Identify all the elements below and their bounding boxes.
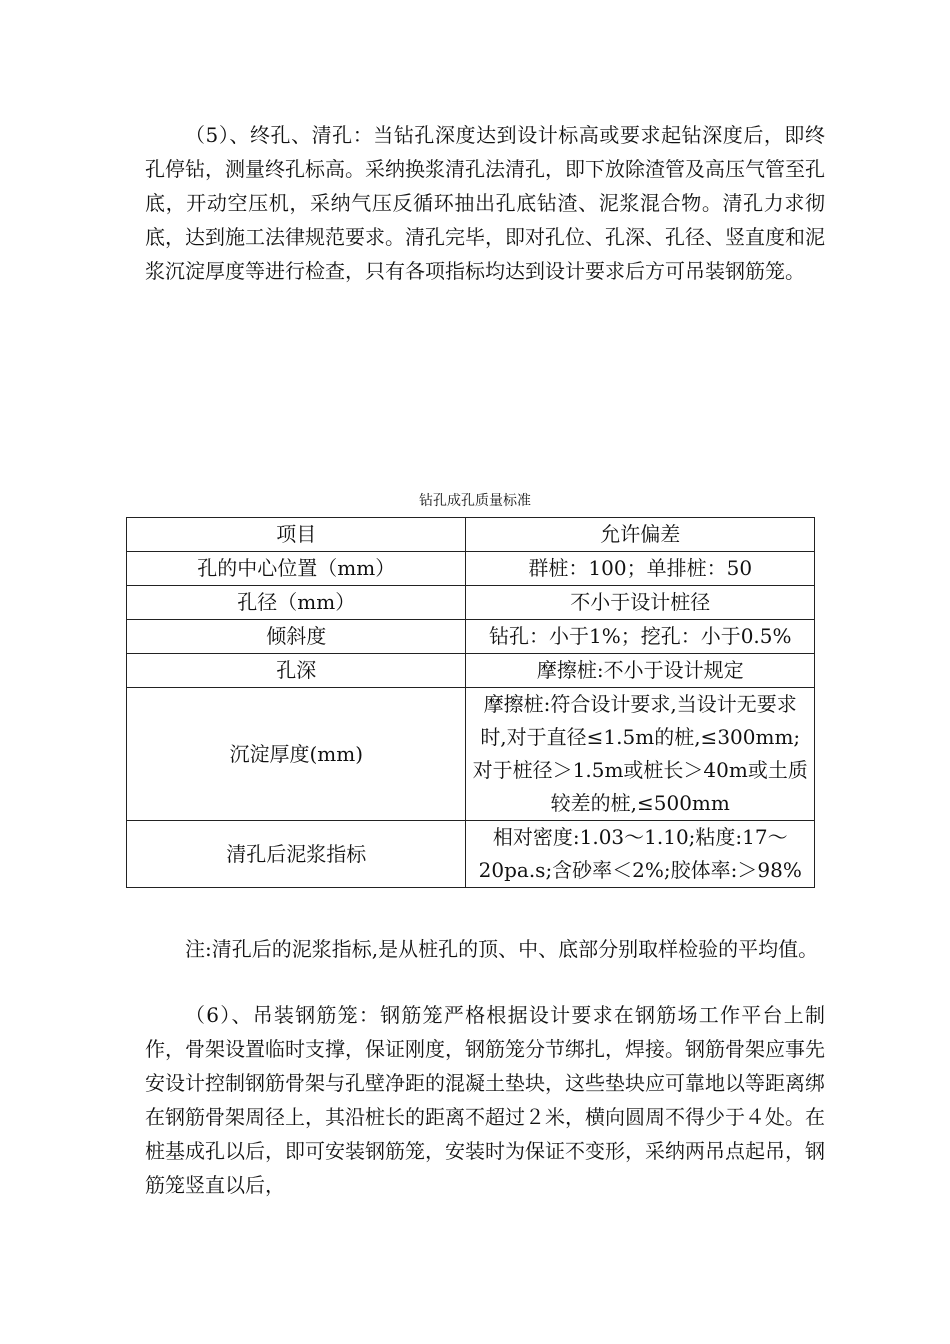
row-item: 孔的中心位置（mm） <box>127 552 466 586</box>
header-tolerance: 允许偏差 <box>466 518 815 552</box>
row-tolerance: 摩擦桩:不小于设计规定 <box>466 654 815 688</box>
paragraph-lifting-rebar-cage: （6）、吊装钢筋笼：钢筋笼严格根据设计要求在钢筋场工作平台上制作，骨架设置临时支撑，保证刚度，钢筋笼分节绑扎，焊接。钢筋骨架应事先安设计控制钢筋骨架与孔壁净距的混凝土垫块，这些垫块应可靠地以等距离绑在钢筋骨架周径上，其沿桩长的距离不超过２米，横向圆周不得少于４处。在桩基成孔以后，即可安装钢筋笼，安装时为保证不变形，采纳两吊点起吊，钢筋笼竖直以后， <box>145 1003 825 1197</box>
table-row <box>127 821 815 888</box>
table-note: 注:清孔后的泥浆指标,是从桩孔的顶、中、底部分别取样检验的平均值。 <box>185 937 819 961</box>
quality-standard-table <box>126 517 815 888</box>
row-item: 孔径（mm） <box>127 586 466 620</box>
row-item: 倾斜度 <box>127 620 466 654</box>
row-tolerance: 摩擦桩:符合设计要求,当设计无要求时,对于直径≤1.5m的桩,≤300mm;对于桩径＞1.5m或桩长＞40m或土质较差的桩,≤500mm <box>466 688 815 821</box>
header-item: 项目 <box>127 518 466 552</box>
row-tolerance: 群桩：100；单排桩：50 <box>466 552 815 586</box>
table-caption: 钻孔成孔质量标准 <box>419 493 531 509</box>
row-item: 孔深 <box>127 654 466 688</box>
row-tolerance: 不小于设计桩径 <box>466 586 815 620</box>
paragraph-final-hole-cleaning: （5）、终孔、清孔：当钻孔深度达到设计标高或要求起钻深度后，即终孔停钻，测量终孔标高。采纳换浆清孔法清孔，即下放除渣管及高压气管至孔底，开动空压机，采纳气压反循环抽出孔底钻渣、泥浆混合物。清孔力求彻底，达到施工法律规范要求。清孔完毕，即对孔位、孔深、孔径、竖直度和泥浆沉淀厚度等进行检查，只有各项指标均达到设计要求后方可吊装钢筋笼。 <box>145 123 825 283</box>
table-row <box>127 620 815 654</box>
row-tolerance: 钻孔：小于1%；挖孔：小于0.5% <box>466 620 815 654</box>
row-tolerance: 相对密度:1.03～1.10;粘度:17～20pa.s;含砂率＜2%;胶体率:＞98% <box>466 821 815 888</box>
row-item: 清孔后泥浆指标 <box>127 821 466 888</box>
table-header-row <box>127 518 815 552</box>
row-item: 沉淀厚度(mm) <box>127 688 466 821</box>
table-row <box>127 586 815 620</box>
table-row <box>127 654 815 688</box>
table-row <box>127 552 815 586</box>
table-row <box>127 688 815 821</box>
